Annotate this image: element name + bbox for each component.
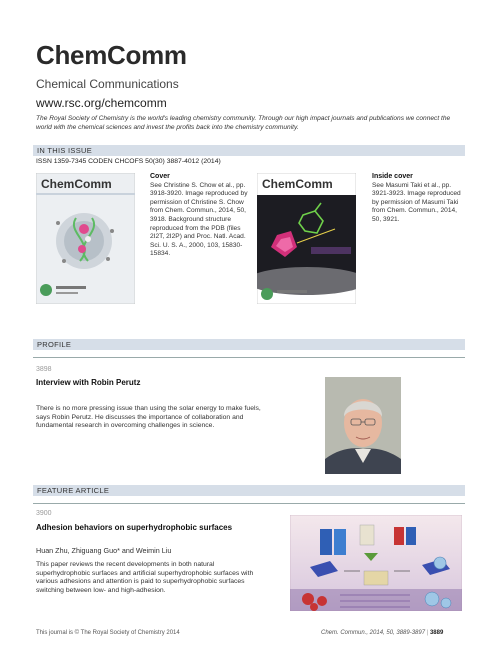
- feature-rule: [33, 503, 465, 504]
- profile-title[interactable]: Interview with Robin Perutz: [36, 378, 141, 387]
- feature-title[interactable]: Adhesion behaviors on superhydrophobic surfaces: [36, 523, 233, 532]
- profile-heading: PROFILE: [37, 340, 72, 349]
- in-this-issue-band: [33, 145, 465, 156]
- cover-label: Cover: [150, 173, 170, 180]
- in-this-issue-heading: IN THIS ISSUE: [37, 146, 93, 155]
- cover-text: See Christine S. Chow et al., pp. 3918-3920. Image reproduced by permission of Christine S. Chow from Chem. Commun., 2014, 50, 3918. Background structure reproduced from the PDB (files 2I2T, 2I2P) and Proc. Natl. Acad. Sci. U. S. A., 2000, 103, 15830-15834.: [150, 181, 248, 258]
- footer-citation: Chem. Commun., 2014, 50, 3889-3897 | 3889: [321, 630, 444, 636]
- society-tagline: The Royal Society of Chemistry is the world's leading chemistry community. Through our high impact journals and publications we connect the world with the chemical sciences and invest the profits back into the chemistry community.: [36, 115, 451, 131]
- journal-subtitle: Chemical Communications: [36, 77, 179, 91]
- feature-graphic: [290, 515, 462, 611]
- profile-body: There is no more pressing issue than using the solar energy to make fuels, says Robin Perutz. He discusses the importance of collaboration and fundamental research in overcoming challenges in science.: [36, 405, 261, 430]
- robin-perutz-photo: [325, 377, 401, 474]
- journal-url[interactable]: www.rsc.org/chemcomm: [36, 96, 167, 110]
- footer-page-number: 3889: [429, 630, 444, 636]
- footer-copyright: This journal is © The Royal Society of Chemistry 2014: [36, 630, 180, 636]
- feature-body: This paper reviews the recent developments in both natural superhydrophobic surfaces and artificial superhydrophobic surfaces with various adhesions and attention is paid to superhydrophobic surfaces switching between low- and high-adhesion.: [36, 561, 254, 594]
- feature-band: [33, 485, 465, 496]
- inside-cover-caption: [372, 173, 467, 225]
- cover-image[interactable]: [36, 173, 135, 304]
- inside-cover-text: See Masumi Taki et al., pp. 3921-3923. Image reproduced by permission of Masumi Taki from Chem. Commun., 2014, 50, 3921.: [372, 181, 461, 223]
- inside-cover-image[interactable]: [257, 173, 356, 304]
- profile-band: [33, 339, 465, 350]
- inside-cover-label: Inside cover: [372, 173, 413, 180]
- profile-page-number: 3898: [36, 366, 52, 373]
- journal-title: ChemComm: [36, 40, 187, 70]
- inside-cover-logo: ChemComm: [262, 177, 333, 191]
- issn-line: ISSN 1359-7345 CODEN CHCOFS 50(30) 3887-4012 (2014): [36, 158, 221, 165]
- feature-authors: Huan Zhu, Zhiguang Guo* and Weimin Liu: [36, 546, 172, 555]
- profile-rule: [33, 357, 465, 358]
- feature-page-number: 3900: [36, 510, 52, 517]
- cover-caption: [150, 173, 250, 259]
- feature-heading: FEATURE ARTICLE: [37, 486, 110, 495]
- footer-citation-text: Chem. Commun., 2014, 50, 3889-3897: [321, 630, 426, 636]
- cover-logo: ChemComm: [41, 177, 112, 191]
